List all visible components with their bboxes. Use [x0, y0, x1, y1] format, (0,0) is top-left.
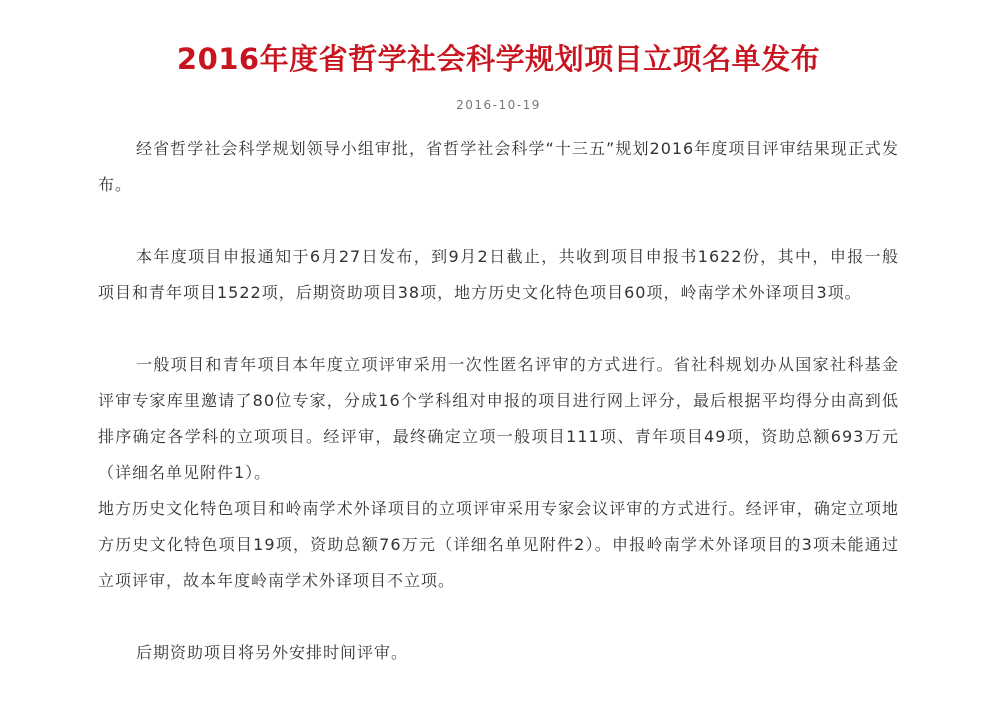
paragraph-later-funding: 后期资助项目将另外安排时间评审。 — [136, 643, 409, 662]
paragraph-application: 本年度项目申报通知于6月27日发布，到9月2日截止，共收到项目申报书1622份，其中，申报一般项目和青年项目1522项，后期资助项目38项，地方历史文化特色项目60项，岭南学术外译项目3项。 — [98, 247, 899, 302]
paragraph-gap — [98, 311, 899, 347]
paragraph-special-review: 地方历史文化特色项目和岭南学术外译项目的立项评审采用专家会议评审的方式进行。经评审，确定立项地方历史文化特色项目19项，资助总额76万元（详细名单见附件2）。申报岭南学术外译项目的3项未能通过立项评审，故本年度岭南学术外译项目不立项。 — [98, 499, 899, 590]
publish-date: 2016-10-19 — [456, 98, 541, 112]
article-body — [98, 131, 899, 671]
paragraph-gap — [98, 203, 899, 239]
page-title: 2016年度省哲学社会科学规划项目立项名单发布 — [176, 42, 821, 76]
paragraph-general-review: 一般项目和青年项目本年度立项评审采用一次性匿名评审的方式进行。省社科规划办从国家社科基金评审专家库里邀请了80位专家，分成16个学科组对申报的项目进行网上评分，最后根据平均得分由高到低排序确定各学科的立项项目。经评审，最终确定立项一般项目111项、青年项目49项，资助总额693万元（详细名单见附件1）。 — [98, 355, 899, 482]
paragraph-gap — [98, 599, 899, 635]
paragraph-approval: 经省哲学社会科学规划领导小组审批，省哲学社会科学“十三五”规划2016年度项目评审结果现正式发布。 — [98, 139, 899, 194]
